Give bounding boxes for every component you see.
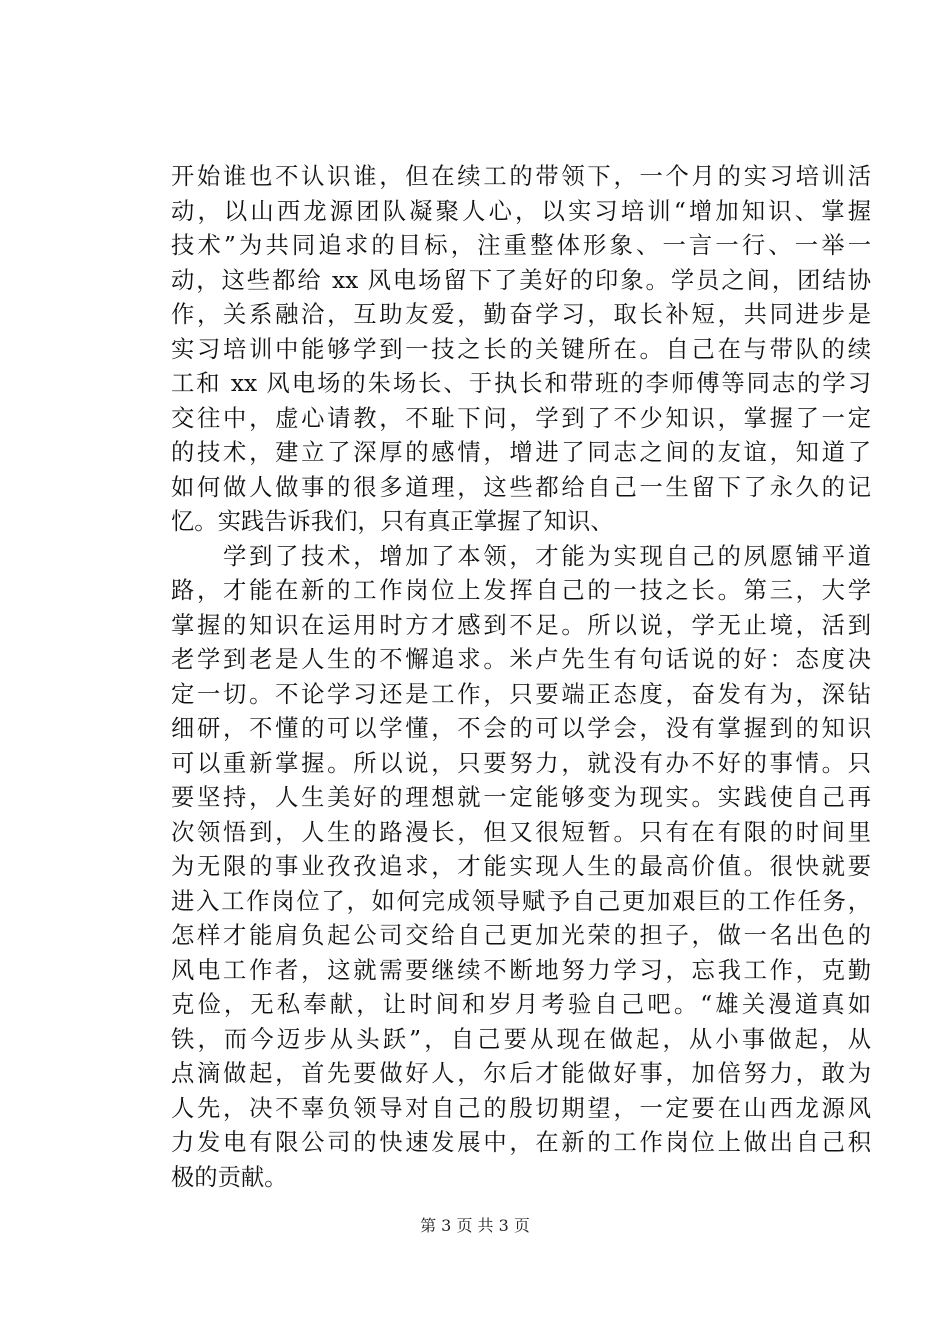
text-line: 掌握的知识在运用时方才感到不足。所以说，学无止境，活到 [171, 611, 871, 639]
text-line: 点滴做起，首先要做好人，尔后才能做好事，加倍努力，敢为 [171, 1060, 871, 1087]
text-line: 极的贡献。 [171, 1163, 288, 1191]
text-line: 老学到老是人生的不懈追求。米卢先生有句话说的好：态度决 [171, 646, 871, 673]
text-line: 力发电有限公司的快速发展中，在新的工作岗位上做出自己积 [171, 1129, 871, 1156]
text-line: 技术”为共同追求的目标，注重整体形象、一言一行、一举一 [171, 232, 871, 259]
text-line: 进入工作岗位了，如何完成领导赋予自己更加艰巨的工作任务， [171, 887, 871, 915]
text-line: 人先，决不辜负领导对自己的殷切期望，一定要在山西龙源风 [171, 1094, 871, 1122]
text-line: 实习培训中能够学到一技之长的关键所在。自己在与带队的续 [171, 335, 871, 363]
text-line: 的技术，建立了深厚的感情，增进了同志之间的友谊，知道了 [171, 439, 871, 466]
text-line: 开始谁也不认识谁，但在续工的带领下，一个月的实习培训活 [171, 163, 871, 190]
text-line: 动，这些都给 xx 风电场留下了美好的印象。学员之间，团结协 [171, 266, 871, 294]
text-line: 交往中，虚心请教，不耻下问，学到了不少知识，掌握了一定 [171, 404, 871, 432]
text-line: 可以重新掌握。所以说，只要努力，就没有办不好的事情。只 [171, 749, 871, 777]
text-line: 细研，不懂的可以学懂，不会的可以学会，没有掌握到的知识 [171, 715, 871, 742]
text-line: 工和 xx 风电场的朱场长、于执长和带班的李师傅等同志的学习 [171, 370, 871, 397]
text-line: 忆。实践告诉我们，只有真正掌握了知识、 [171, 508, 614, 535]
text-line: 路，才能在新的工作岗位上发挥自己的一技之长。第三，大学 [171, 577, 871, 604]
text-line: 克俭，无私奉献，让时间和岁月考验自己吧。“雄关漫道真如 [171, 991, 871, 1018]
text-line: 次领悟到，人生的路漫长，但又很短暂。只有在有限的时间里 [171, 818, 871, 846]
text-line: 怎样才能肩负起公司交给自己更加光荣的担子，做一名出色的 [171, 922, 871, 949]
text-line: 定一切。不论学习还是工作，只要端正态度，奋发有为，深钻 [171, 680, 871, 708]
text-line: 动，以山西龙源团队凝聚人心，以实习培训“增加知识、掌握 [171, 197, 871, 225]
page-number-footer: 第 3 页 共 3 页 [420, 1216, 530, 1235]
text-line: 要坚持，人生美好的理想就一定能够变为现实。实践使自己再 [171, 784, 871, 811]
text-line: 铁，而今迈步从头跃”，自己要从现在做起，从小事做起，从 [171, 1025, 871, 1053]
text-line: 如何做人做事的很多道理，这些都给自己一生留下了永久的记 [171, 473, 871, 501]
text-line: 为无限的事业孜孜追求，才能实现人生的最高价值。很快就要 [171, 853, 871, 880]
text-line: 风电工作者，这就需要继续不断地努力学习，忘我工作，克勤 [171, 956, 871, 984]
text-line: 作，关系融洽，互助友爱，勤奋学习，取长补短，共同进步是 [171, 301, 871, 328]
body-text [171, 160, 871, 1195]
text-line: 学到了技术，增加了本领，才能为实现自己的夙愿铺平道 [171, 542, 871, 570]
